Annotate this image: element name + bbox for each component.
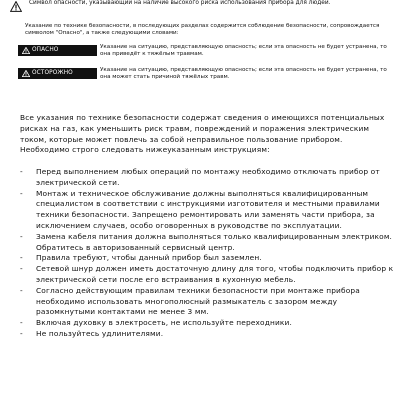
signal-label-caution-text: ОСТОРОЖНО: [32, 70, 73, 76]
list-item: [20, 232, 396, 254]
signal-text-caution: Указание на ситуацию, представляющую опасность; если эта опасность не будет устранена, то она может стать причиной тяжёлых травм.: [100, 67, 387, 80]
list-item-text: Не пользуйтесь удлинителями.: [36, 328, 164, 338]
list-item: [20, 264, 396, 286]
signal-row-danger: [0, 44, 400, 64]
signal-text-danger: Указание на ситуацию, представляющую опасность; если эта опасность не будет устранена, то она приведёт к тяжёлым травмам.: [100, 44, 387, 57]
signal-words-intro: Указание по технике безопасности, в последующих разделах содержится соблюдение безопасности, сопровождается символом "Опасно", а также следующими словами:: [25, 23, 380, 36]
list-item-text: Согласно действующим правилам техники безопасности при монтаже прибора необходимо использовать многополюсный размыкатель с зазором между разомкнутыми контактами не менее 3 мм.: [36, 285, 360, 317]
bullet-dash: -: [20, 253, 23, 263]
list-item-text: Включая духовку в электросеть, не используйте переходники.: [36, 318, 292, 328]
hazard-symbol-note: [4, 0, 396, 24]
list-item-text: Перед выполнением любых операций по монтажу необходимо отключать прибор от электрической сети.: [36, 167, 380, 187]
list-item: [20, 253, 396, 264]
list-item-text: Правила требуют, чтобы данный прибор был заземлен.: [36, 253, 262, 263]
signal-row-caution: [0, 67, 400, 87]
warning-triangle-icon: [22, 70, 30, 77]
list-item: [20, 286, 396, 318]
safety-main-paragraph: Все указания по технике безопасности содержат сведения о имеющихся потенциальных рисках на газ, как уменьшить риск травм, повреждений и поражения электрическим током, которые может повлечь за собой неправильное пользование прибором. Необходимо строго следовать нижеуказанным инструкциям:: [20, 113, 385, 155]
list-item-text: Сетевой шнур должен иметь достаточную длину для того, чтобы подключить прибор к электрической сети после его встраивания в кухонную мебель.: [36, 264, 394, 284]
signal-label-danger: [18, 45, 97, 56]
bullet-dash: -: [20, 231, 23, 241]
warning-triangle-icon: [22, 47, 30, 54]
hazard-symbol-text: Символ опасности, указывающий на наличие высокого риска использования прибора для людей.: [29, 0, 331, 6]
list-item-text: Замена кабеля питания должна выполняться только квалифицированным электриком. Обратитесь в авторизованный сервисный центр.: [36, 231, 393, 252]
list-item: [20, 167, 396, 189]
bullet-dash: -: [20, 167, 23, 176]
warning-triangle-icon: [10, 1, 22, 12]
bullet-dash: -: [20, 285, 23, 295]
bullet-dash: -: [20, 328, 23, 338]
list-item-text: Монтаж и техническое обслуживание должны выполняться квалифицированным специалистом в соответствии с инструкциями изготовителя и местными правилами техники безопасности. Запрещено ремонтировать или заменять части прибора, за исключением случаев, особо оговоренных в руководстве по эксплуатации.: [36, 188, 380, 230]
bullet-dash: -: [20, 264, 23, 274]
bullet-dash: -: [20, 318, 23, 328]
signal-label-caution: [18, 68, 97, 79]
list-item: [20, 329, 396, 340]
list-item: [20, 189, 396, 232]
signal-label-danger-text: ОПАСНО: [32, 47, 59, 53]
safety-instructions-list: [20, 167, 396, 340]
bullet-dash: -: [20, 188, 23, 198]
list-item: [20, 318, 396, 329]
